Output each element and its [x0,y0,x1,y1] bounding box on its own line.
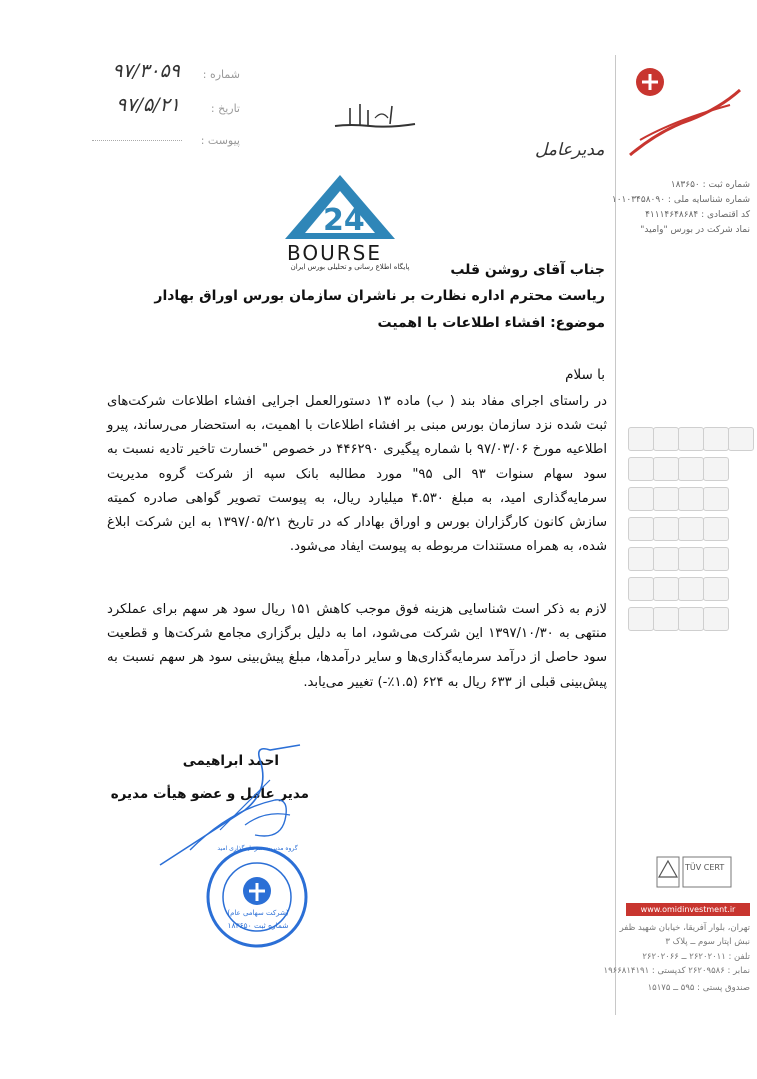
bourse-subtitle: پایگاه اطلاع رسانی و تحلیلی بورس ایران [290,263,410,271]
national-id: شماره شناسایه ملی : ۱۰۱۰۳۴۵۸۰۹۰ [611,195,750,205]
company-phone: تلفن : ۲۶۲۰۲۰۱۱ ــ ۲۶۲۰۲۰۶۶ [642,952,750,962]
affiliate-logo-icon [703,607,729,631]
signer-name: احمد ابراهیمی [182,753,279,769]
affiliate-logo-icon [653,577,679,601]
address-line-2: نبش اپتار سوم ــ پلاک ۳ [665,937,750,947]
affiliate-logo-icon [678,487,704,511]
attachment-label: پیوست : [200,134,240,147]
company-po-box: صندوق پستی : ۵۹۵ ــ ۱۵۱۷۵ [647,983,750,993]
address-line-1: تهران، بلوار آفریقا، خیابان شهید ظفر [619,923,750,933]
company-website: www.omidinvestment.ir [626,903,750,916]
letter-subject: موضوع: افشاء اطلاعات با اهمیت [377,315,605,331]
company-stamp [205,845,310,950]
basmala-text [330,96,335,97]
affiliate-logo-icon [628,517,654,541]
basmala-calligraphy [330,96,420,136]
affiliate-logo-icon [628,577,654,601]
stock-ticker: نماد شرکت در بورس "وامید" [640,225,750,235]
affiliate-logo-icon [653,457,679,481]
letter-number-label: شماره : [202,68,240,81]
affiliate-logo-icon [728,427,754,451]
affiliate-logo-icon [703,547,729,571]
affiliate-logo-icon [653,517,679,541]
cert-label: TÜV CERT [685,863,725,872]
company-name [620,152,745,153]
bourse-logo [285,175,415,275]
affiliate-logo-icon [653,427,679,451]
letter-date-value: ۹۷/۵/۲۱ [116,94,180,116]
affiliate-logo-icon [703,517,729,541]
letter-date-row [80,96,240,120]
affiliate-logo-icon [628,547,654,571]
addressee-position: ریاست محترم اداره نظارت بر ناشران سازمان بورس اوراق بهادار [154,288,605,304]
affiliate-logo-icon [628,607,654,631]
letter-date-label: تاریخ : [210,102,240,115]
affiliate-logo-icon [628,457,654,481]
affiliate-logo-icon [703,427,729,451]
stamp-ring-text: گروه مدیریت سرمایه‌گذاری امید [217,845,298,852]
signer-title: مدیر عامل و عضو هیأت مدیره [110,786,309,802]
affiliate-logo-icon [628,427,654,451]
letter-number-value: ۹۷/۳۰۵۹ [112,60,180,82]
managing-director-note: مدیرعامل [535,140,605,160]
svg-text:24: 24 [323,203,365,238]
affiliate-logo-icon [703,457,729,481]
affiliate-logo-icon [678,607,704,631]
attachment-row [80,128,240,152]
body-paragraph-2: لازم به ذکر است شناسایی هزینه فوق موجب کاهش ۱۵۱ ریال سود هر سهم برای عملکرد منتهی به ۱۳۹۷/۱۰/۳۰ این شرکت می‌شود، اما به دلیل برگزاری مجامع شرکت‌ها و قطعیت سود حاصل از درآمد سرمایه‌گذاری‌ها و سایر درآمدها، مبلغ پیش‌بینی سود هر سهم نسبت به پیش‌بینی قبلی از ۶۳۳ ریال به ۶۲۴ (۱.۵٪-) تغییر می‌یابد. [107,602,607,690]
affiliate-logo-icon [653,547,679,571]
affiliate-logo-icon [678,547,704,571]
affiliate-logo-icon [678,457,704,481]
company-fax: نمابر : ۲۶۲۰۹۵۸۶ کدپستی : ۱۹۶۶۸۱۴۱۹۱ [603,966,750,976]
affiliate-logo-icon [703,487,729,511]
affiliate-logo-icon [678,517,704,541]
affiliate-logo-icon [653,607,679,631]
letter-number-row [80,62,240,86]
affiliate-logo-icon [678,427,704,451]
affiliate-logo-icon [678,577,704,601]
greeting: با سلام [565,367,605,383]
bourse-triangle-icon [285,175,415,245]
affiliate-logo-icon [653,487,679,511]
tuv-cert-logo [655,855,735,893]
affiliate-logo-icon [628,487,654,511]
bourse-wordmark: BOURSE [287,241,382,265]
stamp-reg-text: شماره ثبت ۱۸۳۶۵۰ [227,921,289,930]
affiliate-logo-icon [703,577,729,601]
body-paragraph-1: در راستای اجرای مفاد بند ( ب) ماده ۱۳ دستورالعمل اجرایی افشاء اطلاعات شرکت‌های ثبت شده نزد سازمان بورس مبنی بر افشاء اطلاعات با اهمیت، به استحضار می‌رساند، پیرو اطلاعیه مورخ ۹۷/۰۳/۰۶ با شماره پیگیری ۴۴۶۲۹۰ در خصوص "خسارت تاخیر تادیه نسبت به سود سهام سنوات ۹۳ الی ۹۵" مورد مطالبه بانک سپه از شرکت گروه مدیریت سرمایه‌گذاری امید، به مبلغ ۴.۵۳۰ میلیارد ریال، به پیوست تصویر گواهی صادره کمیته سازش کانون کارگزاران بورس و اوراق بهادار که در تاریخ ۱۳۹۷/۰۵/۲۱ به این شرکت ابلاغ شده، به همراه مستندات مربوطه به پیوست ایفاد می‌شود. [107,394,608,555]
company-logo [620,60,745,170]
economic-code: کد اقتصادی : ۴۱۱۱۴۶۴۸۶۸۴ [645,210,750,220]
registration-number: شماره ثبت : ۱۸۳۶۵۰ [670,180,750,190]
attachment-dotline [92,140,182,141]
addressee-name: جناب آقای روشن قلب [450,262,605,278]
stamp-inner-text: (شرکت سهامی عام) [227,909,289,917]
